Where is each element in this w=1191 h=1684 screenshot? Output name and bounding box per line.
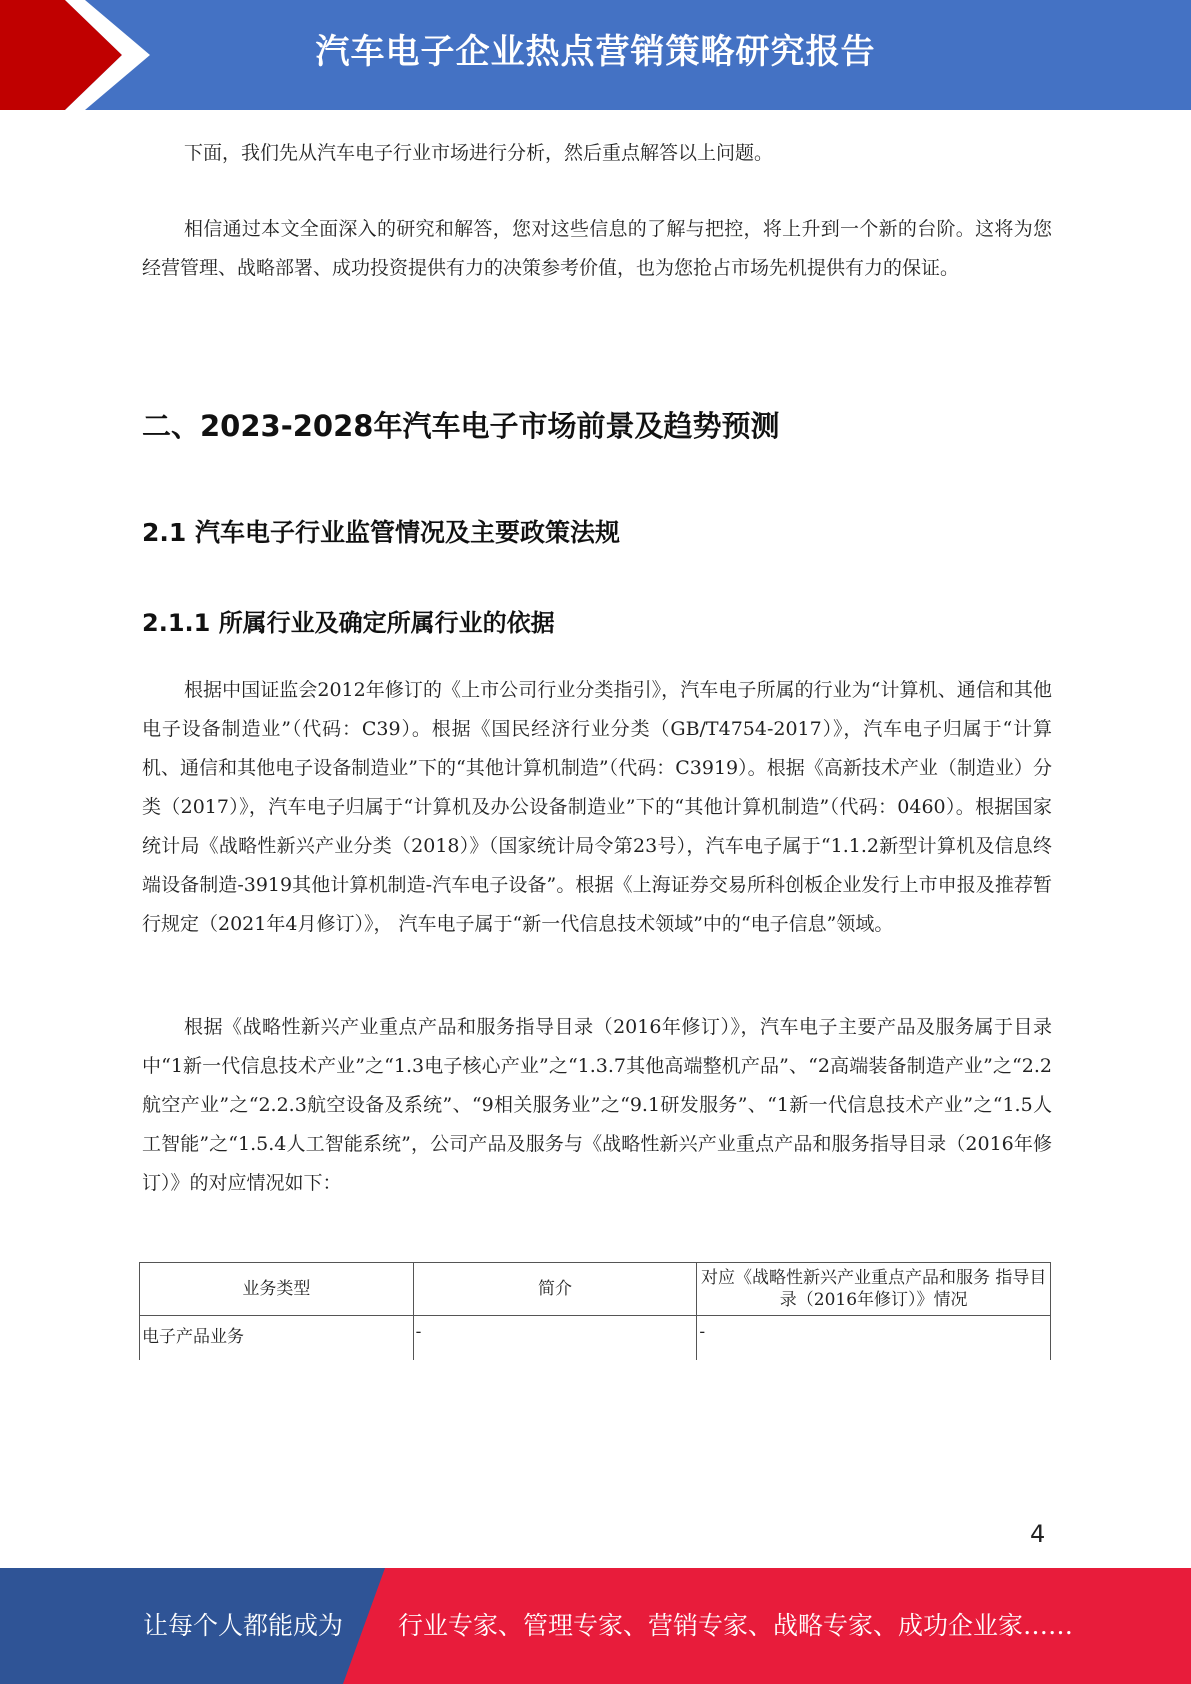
header-title: 汽车电子企业热点营销策略研究报告 xyxy=(315,32,876,72)
page-header xyxy=(0,0,1191,110)
page-footer xyxy=(0,1568,1191,1684)
paragraph-value: 相信通过本文全面深入的研究和解答，您对这些信息的了解与把控，将上升到一个新的台阶。这将为您经营管理、战略部署、成功投资提供有力的决策参考价值，也为您抢占市场先机提供有力的保证。 xyxy=(142,218,1052,279)
table-cell: 电子产品业务 xyxy=(140,1316,414,1361)
paragraph-intro: 下面，我们先从汽车电子行业市场进行分析，然后重点解答以上问题。 xyxy=(184,142,774,164)
table-header-cell: 简介 xyxy=(413,1263,697,1316)
subsection-heading: 2.1 汽车电子行业监管情况及主要政策法规 xyxy=(142,518,620,547)
table-cell: - xyxy=(413,1316,697,1361)
sub-subsection-heading: 2.1.1 所属行业及确定所属行业的依据 xyxy=(142,609,555,637)
page-number: 4 xyxy=(1030,1520,1046,1548)
table-cell: - xyxy=(697,1316,1051,1361)
paragraph-strategic-catalog: 根据《战略性新兴产业重点产品和服务指导目录（2016年修订）》，汽车电子主要产品及服务属于目录中“1新一代信息技术产业”之“1.3电子核心产业”之“1.3.7其他高端整机产品”、“2高端装备制造产业”之“2.2航空产业”之“2.2.3航空设备及系统”、“9相关服务业”之“9.1研发服务”、“1新一代信息技术产业”之“1.5人工智能”之“1.5.4人工智能系统”，公司产品及服务与《战略性新兴产业重点产品和服务指导目录（2016年修订）》的对应情况如下： xyxy=(142,1016,1052,1194)
table-header-cell: 业务类型 xyxy=(140,1263,414,1316)
footer-slogan-right: 行业专家、管理专家、营销专家、战略专家、成功企业家…… xyxy=(398,1611,1074,1640)
paragraph-industry-classification: 根据中国证监会2012年修订的《上市公司行业分类指引》，汽车电子所属的行业为“计算机、通信和其他电子设备制造业”（代码：C39）。根据《国民经济行业分类（GB/T4754-2017）》，汽车电子归属于“计算机、通信和其他电子设备制造业”下的“其他计算机制造”（代码：C3919）。根据《高新技术产业（制造业）分类（2017）》，汽车电子归属于“计算机及办公设备制造业”下的“其他计算机制造”（代码：0460）。根据国家统计局《战略性新兴产业分类（2018）》（国家统计局令第23号），汽车电子属于“1.1.2新型计算机及信息终端设备制造-3919其他计算机制造-汽车电子设备”。根据《上海证券交易所科创板企业发行上市申报及推荐暂行规定（2021年4月修订）》， 汽车电子属于“新一代信息技术领域”中的“电子信息”领域。 xyxy=(142,679,1052,935)
table-header-cell: 对应《战略性新兴产业重点产品和服务 指导目录（2016年修订）》情况 xyxy=(697,1263,1051,1316)
section-heading: 二、2023-2028年汽车电子市场前景及趋势预测 xyxy=(142,409,780,443)
table-row xyxy=(140,1316,1051,1361)
table-header-row xyxy=(140,1263,1051,1316)
footer-slogan-left: 让每个人都能成为 xyxy=(143,1611,344,1640)
classification-table xyxy=(139,1262,1051,1360)
